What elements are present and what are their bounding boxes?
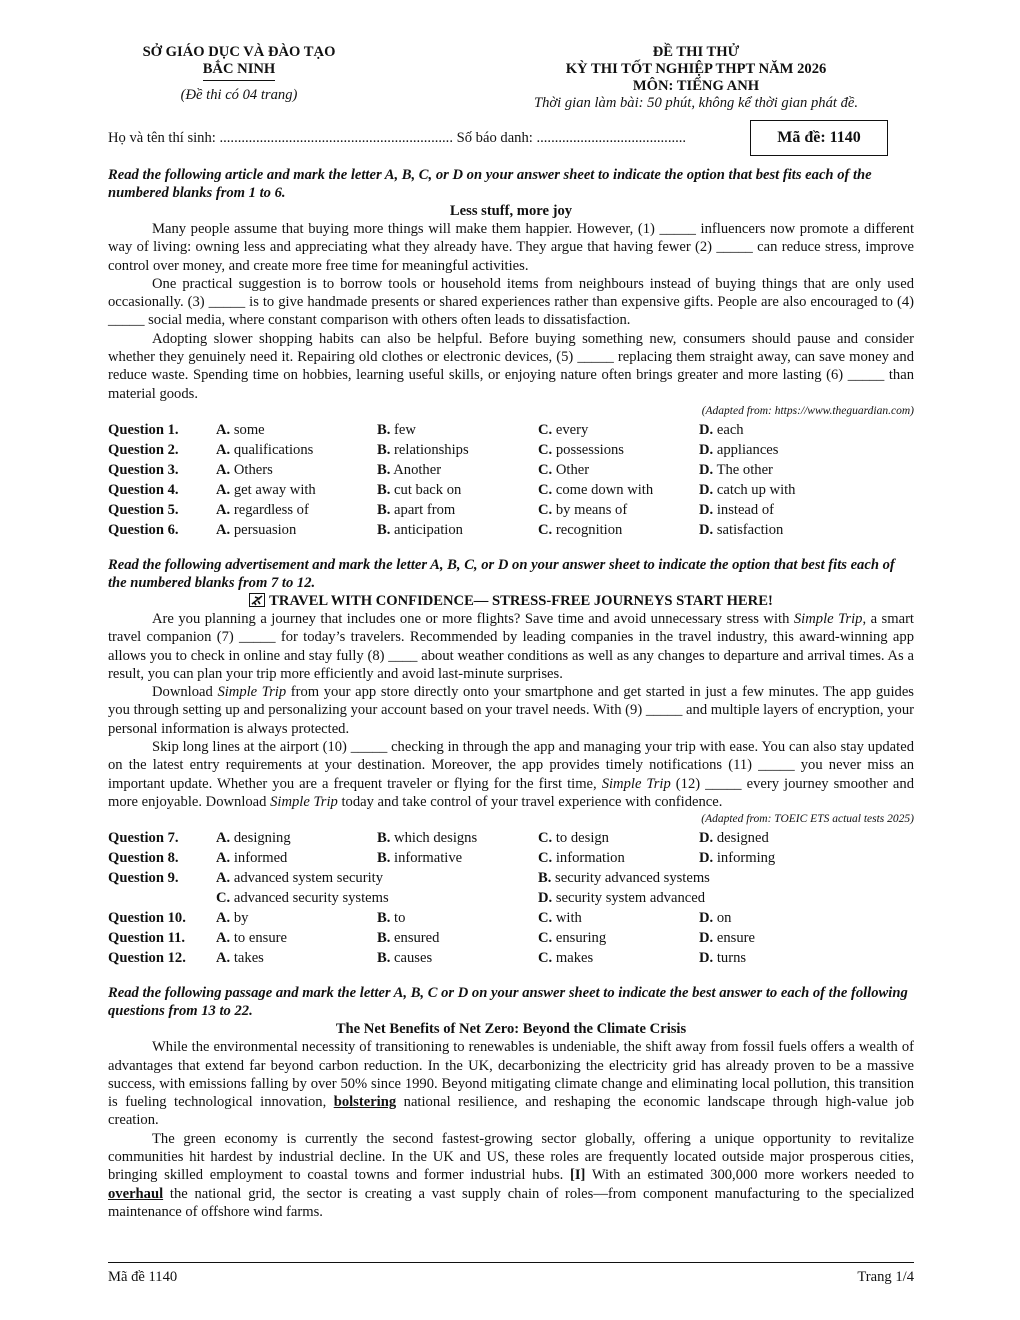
- option-letter: C.: [538, 850, 553, 867]
- question-label: Question 2.: [108, 441, 179, 458]
- section-3-title: The Net Benefits of Net Zero: Beyond the Climate Crisis: [335, 1021, 687, 1038]
- option-letter: B.: [377, 481, 391, 498]
- option-letter: B.: [538, 870, 552, 887]
- option-letter: B.: [377, 461, 391, 478]
- section-1-title: Less stuff, more joy: [449, 203, 573, 219]
- option-a[interactable]: [216, 520, 377, 540]
- underlined-word: overhaul: [108, 1185, 164, 1202]
- question-row: [108, 928, 860, 948]
- option-text: advanced security systems: [233, 890, 389, 907]
- question-row: [108, 460, 860, 480]
- option-c[interactable]: [538, 460, 699, 480]
- option-a[interactable]: [216, 420, 377, 440]
- option-text: qualifications: [233, 441, 314, 458]
- exam-subtitle: KỲ THI TỐT NGHIỆP THPT NĂM 2026: [565, 61, 827, 77]
- option-d[interactable]: [699, 480, 860, 500]
- option-letter: A.: [216, 421, 231, 438]
- option-text: security system advanced: [555, 890, 705, 907]
- option-letter: B.: [377, 441, 391, 458]
- option-text: informing: [716, 850, 776, 867]
- section-1: [108, 166, 914, 540]
- option-letter: D.: [699, 461, 714, 478]
- option-letter: D.: [699, 950, 714, 967]
- option-a[interactable]: [216, 460, 377, 480]
- option-c[interactable]: [538, 420, 699, 440]
- option-c[interactable]: [538, 928, 699, 948]
- footer-page-number: Trang 1/4: [857, 1269, 914, 1285]
- section-2-title-text: TRAVEL WITH CONFIDENCE— STRESS-FREE JOURNEYS START HERE!: [269, 592, 773, 609]
- section-2-title: [108, 592, 914, 610]
- ad-text: Skip long lines at the airport (10) _____ checking in through the app and managing your trip with ease. You can also stay updated on the latest entry requirements at your destination. Moreover, the app provides timely notifications (11) _____ you never miss an important update. Whether you are a frequent traveler or flying for the first time,: [108, 739, 914, 792]
- option-text: designing: [233, 830, 291, 847]
- option-letter: D.: [699, 910, 714, 927]
- section-3-instruction: Read the following passage and mark the letter A, B, C or D on your answer sheet to indicate the best answer to each of the following questions from 13 to 22.: [108, 985, 908, 1020]
- section-2-instruction: Read the following advertisement and mark the letter A, B, C, or D on your answer sheet to indicate the option that best fits each of the numbered blanks from 7 to 12.: [108, 556, 895, 591]
- option-d[interactable]: [699, 420, 860, 440]
- option-text: makes: [555, 950, 594, 967]
- option-letter: C.: [538, 421, 553, 438]
- question-label-spacer: [108, 888, 216, 908]
- question-label: Question 12.: [108, 950, 186, 967]
- pages-note: (Đề thi có 04 trang): [180, 87, 298, 103]
- option-b[interactable]: [377, 848, 538, 868]
- passage-text: While the environmental necessity of transitioning to renewables is undeniable, the shift away from fossil fuels offers a wealth of advantages that extend far beyond carbon reduction. In the UK, decarbonizing the electricity grid has already proven to be a massive success, with emissions falling by over 50% since 1990. Beyond mitigating climate change and eliminating local pollution, this transition is fueling technological innovation,: [108, 1039, 914, 1111]
- option-d[interactable]: [699, 440, 860, 460]
- option-c[interactable]: [538, 520, 699, 540]
- option-text: on: [716, 910, 732, 927]
- option-letter: D.: [699, 850, 714, 867]
- question-label: Question 10.: [108, 910, 186, 927]
- option-text: to ensure: [233, 930, 287, 947]
- question-row: [108, 480, 860, 500]
- option-text: ensure: [716, 930, 755, 947]
- option-text: informative: [394, 850, 463, 867]
- option-letter: D.: [699, 421, 714, 438]
- option-c[interactable]: [538, 948, 699, 968]
- option-letter: B.: [377, 930, 391, 947]
- option-text: catch up with: [716, 481, 796, 498]
- option-a[interactable]: [216, 500, 377, 520]
- option-b[interactable]: [377, 908, 538, 928]
- ad-text: Are you planning a journey that includes one or more flights? Save time and avoid unnecessary stress with: [152, 610, 794, 627]
- department-block: [108, 44, 370, 104]
- option-letter: B.: [377, 501, 391, 518]
- option-text: designed: [716, 830, 769, 847]
- app-name: Simple Trip: [793, 610, 863, 627]
- insertion-marker: [I]: [570, 1167, 586, 1184]
- option-text: which designs: [394, 830, 478, 847]
- option-letter: A.: [216, 481, 231, 498]
- question-row: [108, 908, 860, 928]
- passage-text: With an estimated 300,000 more workers needed to: [585, 1167, 914, 1184]
- option-a[interactable]: [216, 908, 377, 928]
- option-b[interactable]: [377, 828, 538, 848]
- option-letter: A.: [216, 521, 231, 538]
- section-1-instruction: Read the following article and mark the letter A, B, C, or D on your answer sheet to indicate the option that best fits each of the numbered blanks from 1 to 6.: [108, 167, 872, 201]
- option-text: to design: [555, 830, 609, 847]
- option-text: instead of: [716, 501, 775, 518]
- option-letter: C.: [538, 950, 553, 967]
- exam-code-box: Mã đề: 1140: [750, 120, 888, 156]
- option-a[interactable]: [216, 480, 377, 500]
- option-c[interactable]: [538, 908, 699, 928]
- question-row: [108, 888, 860, 908]
- option-c[interactable]: [538, 848, 699, 868]
- option-text: cut back on: [394, 481, 462, 498]
- option-text: every: [555, 421, 589, 438]
- section-1-paragraph: Adopting slower shopping habits can also be helpful. Before buying something new, consumers should pause and consider whether they genuinely need it. Repairing old clothes or electronic devices, (5) _____ replacing them straight away, can save money and reduce waste. Spending time on hobbies, learning useful skills, or enjoying nature often brings greater and more lasting (6) _____ than material goods.: [108, 330, 914, 402]
- exam-header: [108, 40, 914, 122]
- question-label: Question 4.: [108, 481, 179, 498]
- option-letter: C.: [538, 830, 553, 847]
- option-letter: D.: [699, 521, 714, 538]
- passage-paragraph-1: [108, 1038, 914, 1129]
- option-text: ensured: [394, 930, 440, 947]
- option-text: to: [394, 910, 406, 927]
- option-text: Others: [233, 461, 273, 478]
- option-letter: A.: [216, 850, 231, 867]
- question-label: Question 6.: [108, 521, 179, 538]
- question-label: Question 9.: [108, 870, 179, 887]
- ad-paragraph-1: [108, 610, 914, 683]
- option-text: anticipation: [394, 521, 463, 538]
- option-d[interactable]: [699, 908, 860, 928]
- option-letter: A.: [216, 930, 231, 947]
- section-2-source: (Adapted from: TOEIC ETS actual tests 2025): [701, 813, 914, 826]
- option-text: causes: [394, 950, 433, 967]
- option-a[interactable]: [216, 928, 377, 948]
- section-1-paragraph: One practical suggestion is to borrow tools or household items from neighbours instead of buying things that are only used occasionally. (3) _____ is to give handmade presents or shared experiences rather than expensive gifts. People are also encouraged to (4) _____ social media, where constant comparison with others often leads to dissatisfaction.: [108, 275, 914, 329]
- option-letter: A.: [216, 441, 231, 458]
- option-letter: D.: [699, 830, 714, 847]
- question-label: Question 1.: [108, 421, 179, 438]
- option-letter: B.: [377, 421, 391, 438]
- exam-subject: MÔN: TIẾNG ANH: [632, 78, 760, 94]
- option-text: ensuring: [555, 930, 607, 947]
- option-a[interactable]: [216, 440, 377, 460]
- question-row: [108, 500, 860, 520]
- option-text: with: [555, 910, 582, 927]
- question-row: [108, 868, 860, 888]
- question-row: [108, 828, 860, 848]
- option-b[interactable]: [377, 500, 538, 520]
- province-name: BẮC NINH: [202, 61, 276, 77]
- option-text: possessions: [555, 441, 624, 458]
- option-letter: B.: [377, 910, 391, 927]
- option-text: appliances: [716, 441, 779, 458]
- option-letter: D.: [699, 481, 714, 498]
- question-label: Question 5.: [108, 501, 179, 518]
- time-note: Thời gian làm bài: 50 phút, không kể thời gian phát đề.: [533, 95, 859, 111]
- question-label: Question 3.: [108, 461, 179, 478]
- option-text: turns: [716, 950, 747, 967]
- option-letter: D.: [699, 501, 714, 518]
- option-letter: A.: [216, 870, 231, 887]
- option-text: satisfaction: [716, 521, 784, 538]
- option-text: some: [233, 421, 265, 438]
- option-a[interactable]: [216, 848, 377, 868]
- option-letter: A.: [216, 910, 231, 927]
- option-text: by: [233, 910, 249, 927]
- option-text: advanced system security: [233, 870, 383, 887]
- option-text: information: [555, 850, 625, 867]
- app-name: Simple Trip: [217, 684, 287, 701]
- option-text: relationships: [394, 441, 469, 458]
- option-letter: D.: [538, 890, 553, 907]
- option-text: The other: [716, 461, 773, 478]
- option-a[interactable]: [216, 828, 377, 848]
- option-letter: C.: [538, 481, 553, 498]
- option-b[interactable]: [377, 928, 538, 948]
- option-b[interactable]: [377, 420, 538, 440]
- ad-text: (12) _____ every journey smoother and more enjoyable. Download: [108, 775, 914, 810]
- underlined-word: bolstering: [333, 1094, 397, 1111]
- option-text: come down with: [555, 481, 654, 498]
- option-d[interactable]: [699, 948, 860, 968]
- option-text: recognition: [555, 521, 623, 538]
- option-c[interactable]: [538, 480, 699, 500]
- option-text: get away with: [233, 481, 316, 498]
- option-d[interactable]: [699, 520, 860, 540]
- option-letter: A.: [216, 501, 231, 518]
- option-letter: B.: [377, 950, 391, 967]
- option-b[interactable]: [377, 948, 538, 968]
- option-c[interactable]: [538, 440, 699, 460]
- option-text: takes: [233, 950, 264, 967]
- question-label: Question 11.: [108, 930, 186, 947]
- option-c[interactable]: [538, 500, 699, 520]
- ad-text: , a smart travel companion (7) _____ for today’s travelers. Recommended by leading companies in the travel industry, this award-winning app allows you to check in online and stay fully (8) ____ about weather conditions as well as any changes to departure and arrival times. As a result, you can plan your trip more efficiently and avoid last-minute surprises.: [108, 610, 914, 682]
- option-d[interactable]: [538, 888, 860, 908]
- option-a[interactable]: [216, 868, 538, 888]
- option-text: each: [716, 421, 744, 438]
- option-letter: C.: [538, 461, 553, 478]
- option-text: apart from: [394, 501, 456, 518]
- option-letter: B.: [377, 830, 391, 847]
- option-letter: A.: [216, 830, 231, 847]
- department-name: SỞ GIÁO DỤC VÀ ĐÀO TẠO: [142, 44, 336, 60]
- option-letter: C.: [538, 930, 553, 947]
- option-text: security advanced systems: [555, 870, 710, 887]
- option-d[interactable]: [699, 848, 860, 868]
- header-divider: [203, 80, 275, 81]
- option-letter: C.: [538, 521, 553, 538]
- ad-text: today and take control of your travel experience with confidence.: [337, 793, 723, 810]
- option-d[interactable]: [699, 828, 860, 848]
- option-letter: D.: [699, 441, 714, 458]
- passage-text: The green economy is currently the second fastest-growing sector globally, offering a unique opportunity to revitalize communities hit hardest by industrial decline. In the UK and US, these roles are frequently located outside major prosperous cities, bringing skilled employment to coastal towns and former industrial hubs.: [108, 1130, 914, 1184]
- option-b[interactable]: [377, 520, 538, 540]
- option-text: few: [394, 421, 416, 438]
- option-letter: D.: [699, 930, 714, 947]
- question-row: [108, 440, 860, 460]
- ad-paragraph-2: [108, 683, 914, 738]
- option-letter: A.: [216, 461, 231, 478]
- option-letter: C.: [216, 890, 231, 907]
- option-d[interactable]: [699, 500, 860, 520]
- section-1-paragraph: Many people assume that buying more things will make them happier. However, (1) _____ influencers now promote a different way of living: owning less and appreciating what they already have. They argue that having fewer (2) _____ can reduce stress, improve control over money, and create more free time for meaningful activities.: [108, 221, 914, 274]
- option-b[interactable]: [377, 460, 538, 480]
- question-label: Question 8.: [108, 850, 179, 867]
- airplane-icon: [249, 593, 265, 607]
- option-b[interactable]: [377, 480, 538, 500]
- question-label: Question 7.: [108, 830, 179, 847]
- option-c[interactable]: [216, 888, 538, 908]
- option-text: Other: [555, 461, 590, 478]
- option-c[interactable]: [538, 828, 699, 848]
- questions-7-12: [108, 828, 860, 968]
- app-name: Simple Trip: [270, 793, 338, 810]
- option-letter: B.: [377, 850, 391, 867]
- option-a[interactable]: [216, 948, 377, 968]
- exam-title: ĐỀ THI THỬ: [652, 44, 740, 60]
- ad-text: from your app store directly onto your smartphone and get started in just a few minutes. The app guides you through setting up and personalizing your account based on your travel needs. With (9) _____ and multiple layers of encryption, your personal information is always protected.: [108, 684, 914, 737]
- passage-text: national resilience, and reshaping the economic landscape through high-value job creation.: [108, 1094, 914, 1129]
- page-footer: [108, 1262, 914, 1285]
- passage-text: the national grid, the sector is creating a vast supply chain of roles—from component manufacturing to the specialized maintenance of offshore wind farms.: [108, 1185, 914, 1220]
- passage-paragraph-2: [108, 1130, 914, 1221]
- option-text: by means of: [555, 501, 628, 518]
- option-b[interactable]: [538, 868, 860, 888]
- candidate-fields: Họ và tên thí sinh: ................................................................ Số báo danh: .........................................: [108, 130, 687, 146]
- option-letter: C.: [538, 910, 553, 927]
- footer-exam-code: Mã đề 1140: [108, 1269, 178, 1285]
- option-d[interactable]: [699, 460, 860, 480]
- option-letter: C.: [538, 501, 553, 518]
- exam-info-block: [478, 44, 914, 112]
- option-text: Another: [393, 461, 442, 478]
- app-name: Simple Trip: [601, 775, 671, 792]
- candidate-info: [108, 122, 914, 162]
- ad-paragraph-3: [108, 738, 914, 811]
- section-3: [108, 984, 914, 1221]
- section-2: [108, 556, 914, 968]
- option-letter: C.: [538, 441, 553, 458]
- option-text: regardless of: [233, 501, 309, 518]
- question-row: [108, 848, 860, 868]
- option-text: informed: [233, 850, 288, 867]
- option-b[interactable]: [377, 440, 538, 460]
- exam-page: [108, 40, 914, 1221]
- question-row: [108, 420, 860, 440]
- option-letter: A.: [216, 950, 231, 967]
- questions-1-6: [108, 420, 860, 540]
- option-letter: B.: [377, 521, 391, 538]
- question-row: [108, 520, 860, 540]
- ad-text: Download: [152, 684, 218, 701]
- option-d[interactable]: [699, 928, 860, 948]
- question-row: [108, 948, 860, 968]
- option-text: persuasion: [233, 521, 297, 538]
- section-1-source: (Adapted from: https://www.theguardian.com): [701, 404, 914, 417]
